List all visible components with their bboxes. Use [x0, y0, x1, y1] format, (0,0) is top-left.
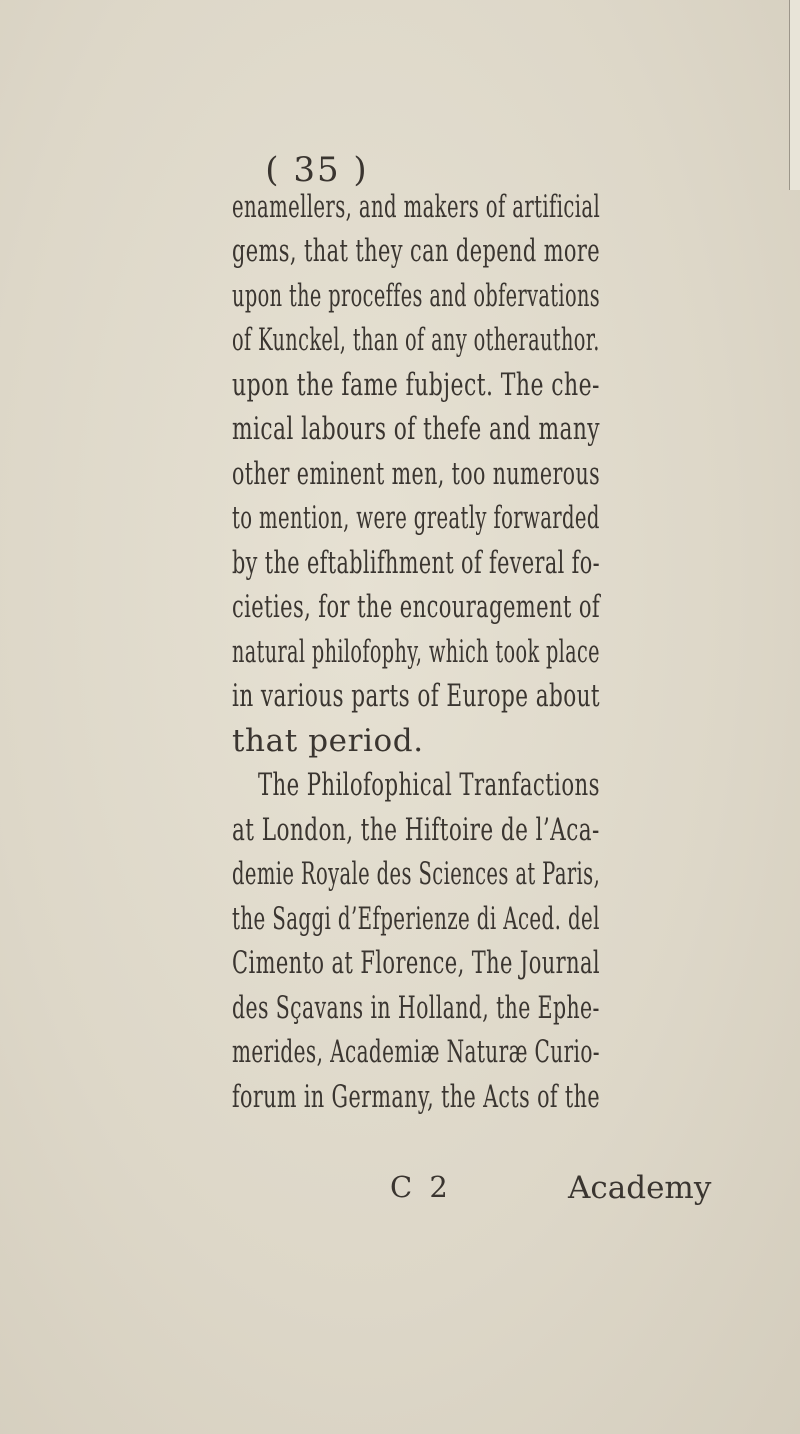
text-line: des Sçavans in Holland, the Ephe- [232, 990, 600, 1026]
text-line: of Kunckel, than of any otherauthor. [232, 322, 600, 358]
signature-mark: C 2 [390, 1170, 452, 1204]
page-number: ( 35 ) [265, 150, 369, 190]
text-line: natural philofophy, which took place [232, 634, 600, 670]
text-line: the Saggi d’Efperienze di Aced. del [232, 901, 600, 937]
text-line: enamellers, and makers of artificial [232, 189, 601, 225]
text-line: merides, Academiæ Naturæ Curio- [232, 1034, 600, 1070]
text-line: cieties, for the encouragement of [232, 589, 601, 625]
text-line: upon the fame fubject. The che- [232, 367, 600, 403]
catchword: Academy [568, 1170, 712, 1206]
text-line: to mention, were greatly forwarded [232, 500, 600, 536]
text-line: by the eftablifhment of feveral fo- [232, 545, 601, 581]
text-line: The Philofophical Tranfactions [258, 767, 600, 803]
text-line: Cimento at Florence, The Journal [232, 945, 601, 981]
text-line: demie Royale des Sciences at Paris, [232, 856, 601, 892]
text-line: in various parts of Europe about [232, 678, 600, 714]
text-line: upon the proceffes and obfervations [232, 278, 601, 314]
text-line: forum in Germany, the Acts of the [232, 1079, 600, 1115]
text-line: mical labours of thefe and many [232, 411, 600, 447]
text-line: gems, that they can depend more [232, 233, 601, 269]
text-line: at London, the Hiftoire de l’Aca- [232, 812, 600, 848]
text-line: that period. [232, 723, 424, 759]
text-line: other eminent men, too numerous [232, 456, 601, 492]
